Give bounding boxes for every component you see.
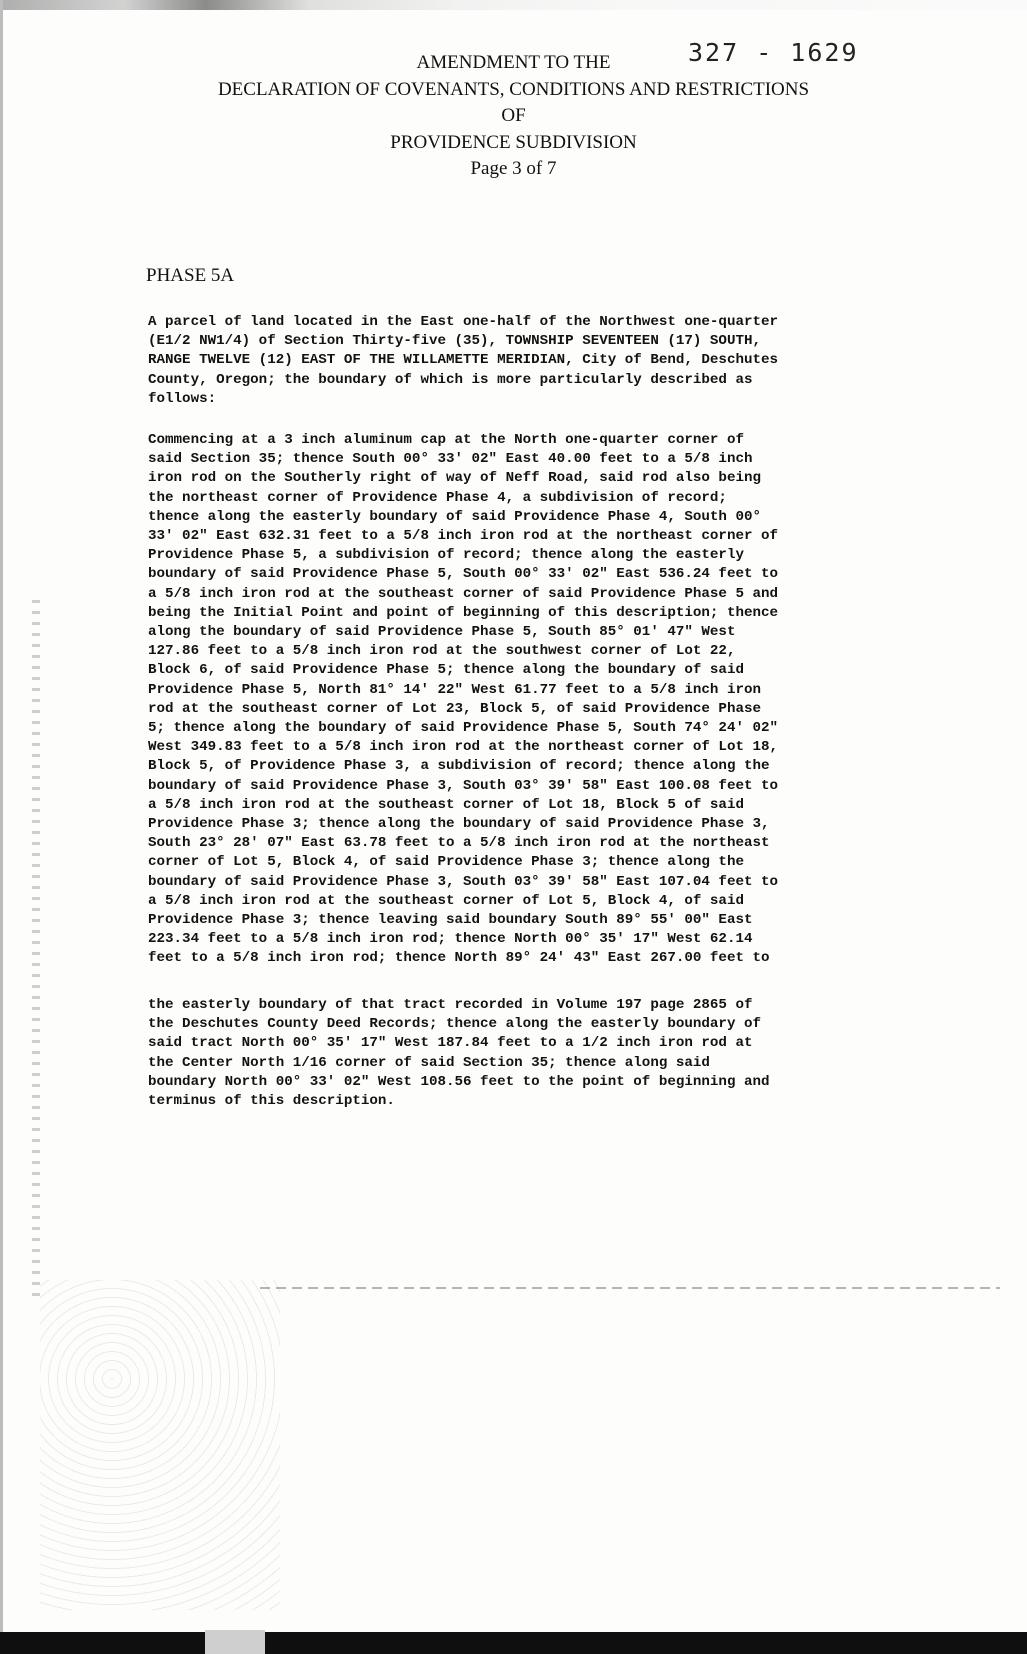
header-of: OF	[501, 105, 526, 126]
boundary-paragraph-continued: the easterly boundary of that tract recorded in Volume 197 page 2865 of the Deschutes County Deed Records; thence along the easterly boundary of said tract North 00° 35' 17" West 187.84 feet to a 1/2 inch iron rod at the Center North 1/16 corner of said Section 35; thence along said boundary North 00° 33' 02" West 108.56 feet to the point of beginning and terminus of this description.	[148, 997, 770, 1110]
page-indicator: Page 3 of 7	[470, 158, 557, 179]
recording-number: 327 - 1629	[688, 38, 859, 67]
description-paragraph: A parcel of land located in the East one-half of the Northwest one-quarter (E1/2 NW1/4) of Section Thirty-five (35), TOWNSHIP SEVENTEEN (17) SOUTH, RANGE TWELVE (12) EAST OF THE WILLAMETTE MERIDIAN, City of Bend, Deschutes County, Oregon; the boundary of which is more particularly described as follows:	[148, 314, 779, 407]
document-header	[0, 50, 1027, 183]
boundary-paragraph: Commencing at a 3 inch aluminum cap at the North one-quarter corner of said Section 35; thence South 00° 33' 02" East 40.00 feet to a 5/8 inch iron rod on the Southerly right of way of Neff Road, said rod also being the northeast corner of Providence Phase 4, a subdivision of record; thence along the easterly boundary of said Providence Phase 4, South 00° 33' 02" East 632.31 feet to a 5/8 inch iron rod at the northeast corner of Providence Phase 5, a subdivision of record; thence along the easterly boundary of said Providence Phase 5, South 00° 33' 02" East 536.24 feet to a 5/8 inch iron rod at the southeast corner of said Providence Phase 5 and being the Initial Point and point of beginning of this description; thence along the boundary of said Providence Phase 5, South 85° 01' 47" West 127.86 feet to a 5/8 inch iron rod at the southwest corner of Lot 22, Block 6, of said Providence Phase 5; thence along the boundary of said Providence Phase 5, North 81° 14' 22" West 61.77 feet to a 5/8 inch iron rod at the southeast corner of Lot 23, Block 5, of said Providence Phase 5; thence along the boundary of said Providence Phase 5, South 74° 24' 02" West 349.83 feet to a 5/8 inch iron rod at the northeast corner of Lot 18, Block 5, of Providence Phase 3, a subdivision of record; thence along the boundary of said Providence Phase 3, South 03° 39' 58" East 100.08 feet to a 5/8 inch iron rod at the southeast corner of Lot 18, Block 5 of said Providence Phase 3; thence along the boundary of said Providence Phase 3, South 23° 28' 07" East 63.78 feet to a 5/8 inch iron rod at the northeast corner of Lot 5, Block 4, of said Providence Phase 3; thence along the boundary of said Providence Phase 3, South 03° 39' 58" East 107.04 feet to a 5/8 inch iron rod at the southeast corner of Lot 5, Block 4, of said Providence Phase 3; thence leaving said boundary South 89° 55' 00" East 223.34 feet to a 5/8 inch iron rod; thence North 00° 35' 17" West 62.14 feet to a 5/8 inch iron rod; thence North 89° 24' 43" East 267.00 feet to	[148, 432, 779, 967]
scan-edge-bottom-light	[205, 1630, 265, 1654]
header-title: AMENDMENT TO THE	[416, 52, 611, 73]
scan-artifact-marks	[32, 600, 40, 1300]
header-subtitle: DECLARATION OF COVENANTS, CONDITIONS AND RESTRICTIONS	[217, 78, 810, 100]
section-heading: PHASE 5A	[146, 265, 235, 286]
faint-rule-line	[260, 1287, 1000, 1289]
scan-edge-left	[0, 0, 3, 1654]
scan-smudge	[40, 1280, 280, 1610]
scan-edge-top	[0, 0, 1027, 10]
scan-edge-bottom	[0, 1632, 1027, 1654]
header-subdivision: PROVIDENCE SUBDIVISION	[390, 131, 637, 153]
